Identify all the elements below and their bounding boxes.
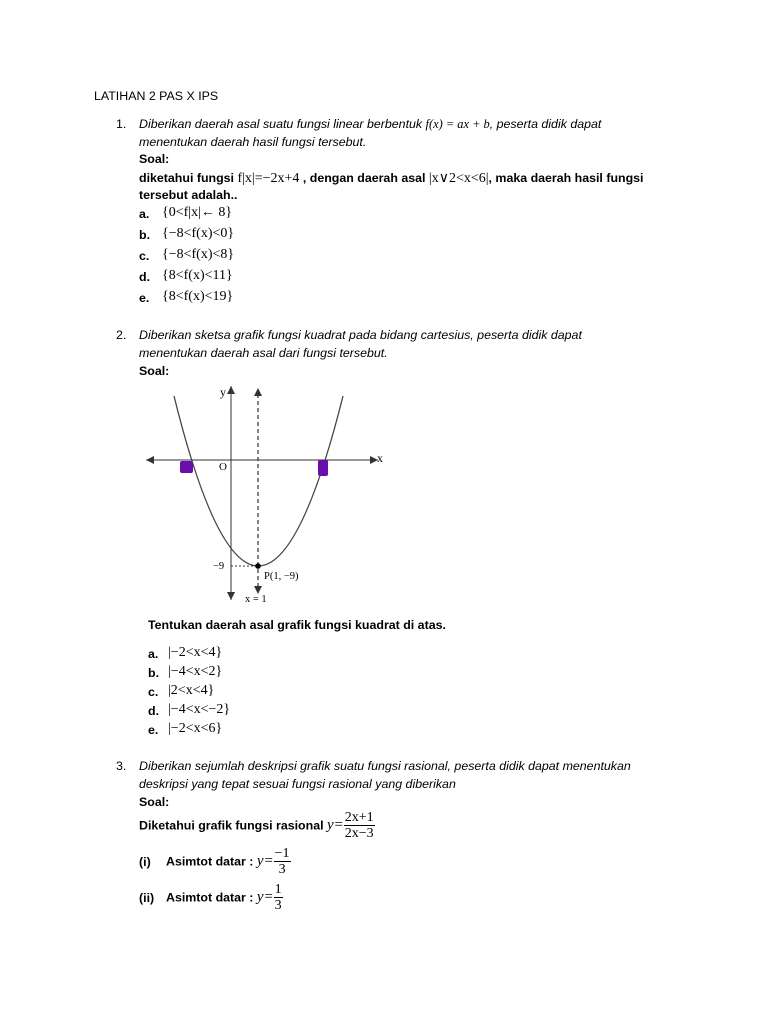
vertex-label: P(1, −9) [264, 571, 299, 582]
indicator-formula: f(x) = ax + b [425, 117, 490, 131]
statement-item [139, 846, 291, 877]
question-number: 3. [116, 759, 127, 773]
statement-fraction [274, 882, 283, 913]
stem-text: Diketahui grafik fungsi rasional [139, 818, 327, 833]
indicator-line: Diberikan sketsa grafik fungsi kuadrat pada bidang cartesius, peserta didik dapat [139, 328, 582, 342]
indicator-line: Diberikan sejumlah deskripsi grafik suatu fungsi rasional, peserta didik dapat menentukan [139, 759, 631, 773]
x-axis-label: x [377, 451, 383, 465]
indicator-line: menentukan daerah asal dari fungsi tersebut. [139, 346, 388, 360]
soal-label: Soal: [139, 795, 170, 809]
question-number: 2. [116, 328, 127, 342]
origin-label: O [219, 461, 227, 473]
symmetry-label: x = 1 [245, 594, 267, 605]
statement-y: y= [256, 889, 274, 905]
option-letter: b. [139, 228, 151, 242]
option-text: {0<f|x|← 8} [162, 205, 233, 220]
x-axis-arrow-left-icon [146, 456, 154, 464]
stem-text: , maka daerah hasil fungsi [488, 171, 644, 185]
symmetry-arrow-down-icon [254, 586, 262, 594]
option-letter: b. [148, 666, 160, 680]
stem-text: , dengan daerah asal [299, 171, 429, 185]
option-letter: d. [148, 704, 160, 718]
statement-item [139, 882, 283, 913]
statement-fraction [274, 846, 291, 877]
roman-numeral: (ii) [139, 890, 155, 905]
statement-label: Asimtot datar : [166, 890, 257, 905]
indicator-line [139, 117, 601, 132]
option-text: {8<f(x)<19} [162, 289, 234, 304]
option-text: {−8<f(x)<8} [162, 247, 235, 262]
soal-label: Soal: [139, 152, 170, 166]
stem-y: y= [326, 817, 344, 833]
option-text: {8<f(x)<11} [162, 268, 233, 283]
question-stem-continued: tersebut adalah.. [139, 188, 238, 202]
soal-label: Soal: [139, 364, 170, 378]
roman-numeral: (i) [139, 854, 151, 869]
option-letter: c. [148, 685, 159, 699]
y-axis-arrow-up-icon [227, 386, 235, 394]
option-text: |−4<x<−2} [168, 702, 231, 717]
option-text: |2<x<4} [168, 683, 215, 698]
statement-y: y= [256, 853, 274, 869]
fraction-denominator: 2x−3 [344, 826, 374, 841]
vertex-point [255, 563, 261, 569]
indicator-line: deskripsi yang tepat sesuai fungsi rasional yang diberikan [139, 777, 456, 791]
question-prompt: Tentukan daerah asal grafik fungsi kuadrat di atas. [148, 618, 446, 632]
option-letter: a. [148, 647, 159, 661]
option-text: |−2<x<4} [168, 645, 223, 660]
fraction-denominator: 3 [274, 898, 282, 913]
root-marker-right [318, 460, 328, 476]
fraction-numerator: 2x+1 [344, 810, 374, 825]
stem-fraction [344, 810, 375, 841]
symmetry-arrow-up-icon [254, 388, 262, 396]
option-letter: d. [139, 270, 151, 284]
indicator-text: , peserta didik dapat [489, 117, 602, 131]
y-tick-label: −9 [213, 561, 225, 572]
option-text: |−2<x<6} [168, 721, 223, 736]
stem-function: f|x|=−2x+4 [237, 171, 300, 186]
document-title: LATIHAN 2 PAS X IPS [94, 89, 219, 103]
y-axis-arrow-down-icon [227, 592, 235, 600]
option-letter: a. [139, 207, 150, 221]
fraction-denominator: 3 [278, 862, 286, 877]
root-marker-left [180, 461, 193, 473]
question-number: 1. [116, 117, 127, 131]
option-letter: e. [148, 723, 159, 737]
question-stem [139, 810, 375, 841]
statement-label: Asimtot datar : [166, 854, 257, 869]
option-text: |−4<x<2} [168, 664, 223, 679]
y-axis-label: y [220, 385, 226, 399]
question-stem [139, 170, 643, 187]
option-text: {−8<f(x)<0} [162, 226, 235, 241]
stem-domain: |x∨2<x<6| [428, 171, 489, 186]
indicator-line: menentukan daerah hasil fungsi tersebut. [139, 135, 367, 149]
option-letter: e. [139, 291, 150, 305]
fraction-numerator: −1 [274, 846, 290, 861]
parabola-graph [140, 380, 390, 610]
stem-text: diketahui fungsi [139, 171, 238, 185]
fraction-numerator: 1 [274, 882, 282, 897]
option-letter: c. [139, 249, 150, 263]
indicator-text: Diberikan daerah asal suatu fungsi linear berbentuk [139, 117, 426, 131]
